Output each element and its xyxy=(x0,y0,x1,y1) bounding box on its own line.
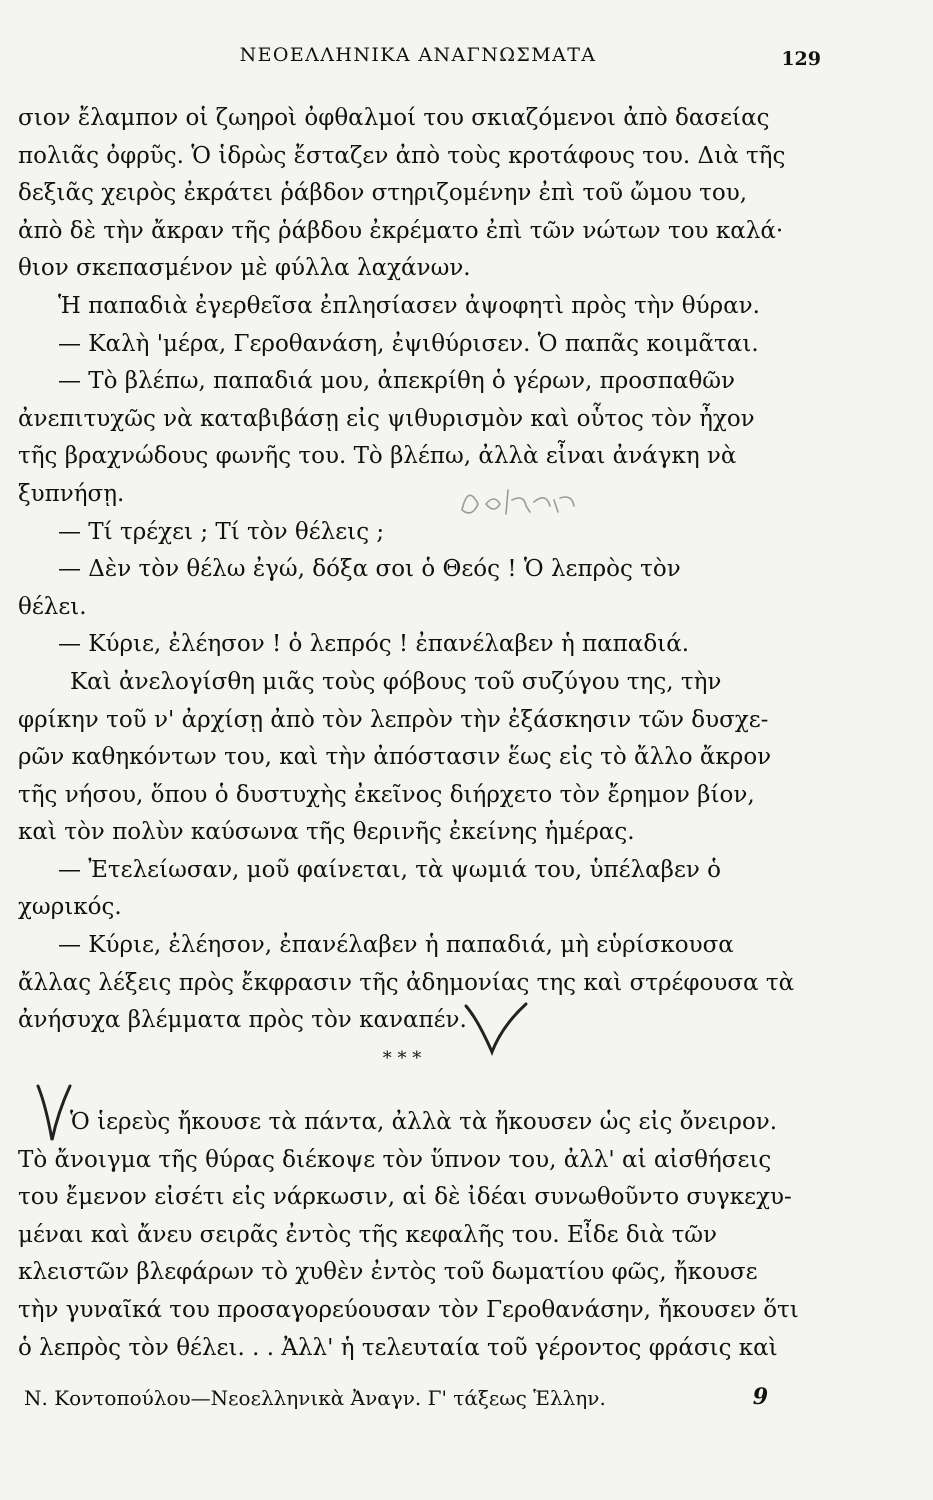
pencil-check-mark-icon xyxy=(34,1082,74,1146)
running-title: ΝΕΟΕΛΛΗΝΙΚΑ ΑΝΑΓΝΩΣΜΑΤΑ xyxy=(239,44,597,66)
dialogue-line: — Τί τρέχει ; Τί τὸν θέλεις ; xyxy=(58,518,385,545)
text-line: μέναι καὶ ἄνευ σειρᾶς ἐντὸς τῆς κεφαλῆς του. Εἶδε διὰ τῶν xyxy=(18,1221,718,1248)
text-line: ὁ λεπρὸς τὸν θέλει. . . Ἀλλ' ἡ τελευταία τοῦ γέροντος φράσις καὶ xyxy=(18,1334,778,1361)
text-line: σιον ἔλαμπον οἱ ζωηροὶ ὀφθαλμοί του σκιαζόμενοι ἀπὸ δασείας xyxy=(18,105,770,131)
dialogue-line: — Ἐτελείωσαν, μοῦ φαίνεται, τὰ ψωμιά του, ὑπέλαβεν ὁ xyxy=(58,856,722,883)
signature-number: 9 xyxy=(752,1384,768,1410)
printer-signature xyxy=(18,1386,798,1422)
text-line: Τὸ ἄνοιγμα τῆς θύρας διέκοψε τὸν ὕπνον του, ἀλλ' αἱ αἰσθήσεις xyxy=(18,1146,772,1173)
pencil-margin-note xyxy=(454,470,584,530)
section-break-asterism: * * * xyxy=(382,1048,422,1069)
dialogue-line: — Καλὴ 'μέρα, Γεροθανάση, ἐψιθύρισεν. Ὁ παπᾶς κοιμᾶται. xyxy=(58,330,759,357)
signature-text: Ν. Κοντοπούλου—Νεοελληνικὰ Ἀναγν. Γ' τάξεως Ἑλλην. xyxy=(24,1386,606,1410)
dialogue-line: — Κύριε, ἐλέησον ! ὁ λεπρός ! ἐπανέλαβεν ἡ παπαδιά. xyxy=(58,631,690,658)
text-line: ἀπὸ δὲ τὴν ἄκραν τῆς ῥάβδου ἐκρέματο ἐπὶ τῶν νώτων του καλά· xyxy=(18,217,784,244)
text-line: Ἡ παπαδιὰ ἐγερθεῖσα ἐπλησίασεν ἀψοφητὶ πρὸς τὴν θύραν. xyxy=(58,292,760,319)
text-line: θέλει. xyxy=(18,593,87,620)
text-line: κλειστῶν βλεφάρων τὸ χυθὲν ἐντὸς τοῦ δωματίου φῶς, ἤκουσε xyxy=(18,1259,758,1286)
dialogue-line: — Κύριε, ἐλέησον, ἐπανέλαβεν ἡ παπαδιά, μὴ εὑρίσκουσα xyxy=(58,932,734,959)
text-line: του ἔμενον εἰσέτι εἰς νάρκωσιν, αἱ δὲ ἰδέαι συνωθοῦντο συγκεχυ- xyxy=(18,1184,792,1211)
text-line: φρίκην τοῦ ν' ἀρχίσῃ ἀπὸ τὸν λεπρὸν τὴν ἐξάσκησιν τῶν δυσχε- xyxy=(18,706,769,733)
text-line: ἀνήσυχα βλέμματα πρὸς τὸν καναπέν. xyxy=(18,1007,467,1034)
text-line: θιον σκεπασμένον μὲ φύλλα λαχάνων. xyxy=(18,255,471,282)
pencil-check-mark-icon xyxy=(462,1000,532,1060)
text-line: ξυπνήσῃ. xyxy=(18,480,125,507)
text-line: δεξιᾶς χειρὸς ἐκράτει ῥάβδον στηριζομένην ἐπὶ τοῦ ὤμου του, xyxy=(18,180,748,207)
text-line: Καὶ ἀνελογίσθη μιᾶς τοὺς φόβους τοῦ συζύγου της, τὴν xyxy=(70,668,722,695)
page-number: 129 xyxy=(781,48,821,70)
text-line: ρῶν καθηκόντων του, καὶ τὴν ἀπόστασιν ἕως εἰς τὸ ἄλλο ἄκρον xyxy=(18,744,772,771)
text-line: τῆς βραχνώδους φωνῆς του. Τὸ βλέπω, ἀλλὰ εἶναι ἀνάγκη νὰ xyxy=(18,443,737,470)
text-line: ἀνεπιτυχῶς νὰ καταβιβάσῃ εἰς ψιθυρισμὸν καὶ οὗτος τὸν ἦχον xyxy=(18,405,755,432)
main-text-block xyxy=(18,100,818,1040)
text-line: καὶ τὸν πολὺν καύσωνα τῆς θερινῆς ἐκείνης ἡμέρας. xyxy=(18,819,635,846)
dialogue-line: — Δὲν τὸν θέλω ἐγώ, δόξα σοι ὁ Θεός ! Ὁ λεπρὸς τὸν xyxy=(58,556,681,583)
dialogue-line: — Τὸ βλέπω, παπαδιά μου, ἀπεκρίθη ὁ γέρων, προσπαθῶν xyxy=(58,368,736,395)
text-line: χωρικός. xyxy=(18,894,122,921)
page-header xyxy=(0,44,933,80)
text-line: πολιᾶς ὀφρῦς. Ὁ ἱδρὼς ἔσταζεν ἀπὸ τοὺς κροτάφους του. Διὰ τῆς xyxy=(18,142,786,169)
text-line: Ὁ ἱερεὺς ἤκουσε τὰ πάντα, ἀλλὰ τὰ ἤκουσεν ὡς εἰς ὄνειρον. xyxy=(70,1109,778,1135)
text-line: τῆς νήσου, ὅπου ὁ δυστυχὴς ἐκεῖνος διήρχετο τὸν ἔρημον βίον, xyxy=(18,781,755,808)
second-text-block xyxy=(18,1104,818,1367)
text-line: τὴν γυναῖκά του προσαγορεύουσαν τὸν Γεροθανάσην, ἤκουσεν ὅτι xyxy=(18,1296,799,1323)
text-line: ἄλλας λέξεις πρὸς ἔκφρασιν τῆς ἀδημονίας της καὶ στρέφουσα τὰ xyxy=(18,969,795,996)
